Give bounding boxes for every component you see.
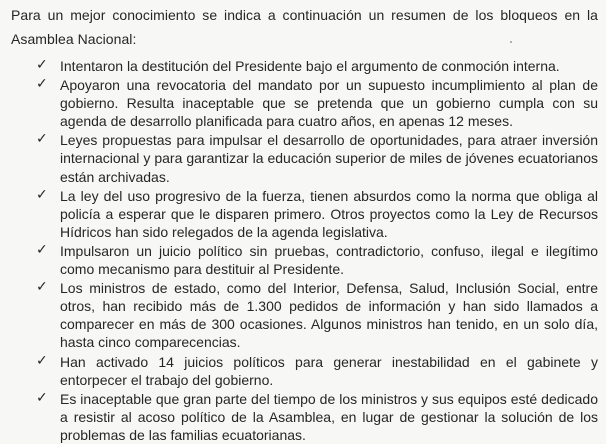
list-item — [11, 57, 598, 75]
list-item-text: La ley del uso progresivo de la fuerza, tienen absurdos como la norma que obliga al policía a esperar que le disparen primero. Otros proyectos como la Ley de Recursos Hídricos han sido relegados de la agenda legislativa. — [60, 187, 598, 240]
list-item — [11, 390, 598, 444]
list-item-text: Leyes propuestas para impulsar el desarrollo de oportunidades, para atraer inversión internacional y para garantizar la educación superior de miles de jóvenes ecuatorianos están archivadas. — [60, 132, 598, 185]
list-item-text: Apoyaron una revocatoria del mandato por un supuesto incumplimiento al plan de gobierno. Resulta inaceptable que se pretenda que un gobierno cumpla con su agenda de desarrollo planificada para cuatro años, en apenas 12 meses. — [60, 77, 598, 130]
list-item — [11, 279, 598, 351]
checkmark-icon: ✓ — [36, 186, 48, 203]
list-item-text: Es inaceptable que gran parte del tiempo de los ministros y sus equipos esté dedicado a resistir al acoso político de la Asamblea, en lugar de gestionar la solución de los problemas de las familias ecuatorianas. — [60, 390, 598, 443]
list-item — [11, 353, 598, 389]
checkmark-icon: ✓ — [36, 389, 48, 406]
list-item — [11, 76, 598, 130]
list-item-text: Han activado 14 juicios políticos para generar inestabilidad en el gabinete y entorpecer el trabajo del gobierno. — [60, 353, 598, 388]
checkmark-icon: ✓ — [36, 279, 48, 296]
list-item-text: Impulsaron un juicio político sin pruebas, contradictorio, confuso, ilegal e ilegítimo como mecanismo para destituir al Presidente. — [60, 242, 598, 278]
list-item — [11, 131, 598, 185]
list-item-text: Los ministros de estado, como del Interior, Defensa, Salud, Inclusión Social, entre otros, han recibido más de 1.300 pedidos de información y han sido llamados a comparecer en más de 300 ocasiones. Algunos ministros han tenido, en un solo día, hasta cinco comparecencias. — [60, 280, 598, 351]
checkmark-icon: ✓ — [36, 131, 48, 148]
scan-speck — [510, 41, 512, 43]
checkmark-icon: ✓ — [36, 352, 48, 369]
list-item — [11, 242, 598, 278]
intro-paragraph: Para un mejor conocimiento se indica a continuación un resumen de los bloqueos en la Asamblea Nacional: — [11, 7, 598, 47]
checkmark-icon: ✓ — [36, 76, 48, 93]
blockade-list — [11, 57, 598, 444]
list-item — [11, 187, 598, 241]
checkmark-icon: ✓ — [36, 57, 48, 73]
checkmark-icon: ✓ — [36, 241, 48, 258]
list-item-text: Intentaron la destitución del Presidente bajo el argumento de conmoción interna. — [60, 58, 560, 74]
